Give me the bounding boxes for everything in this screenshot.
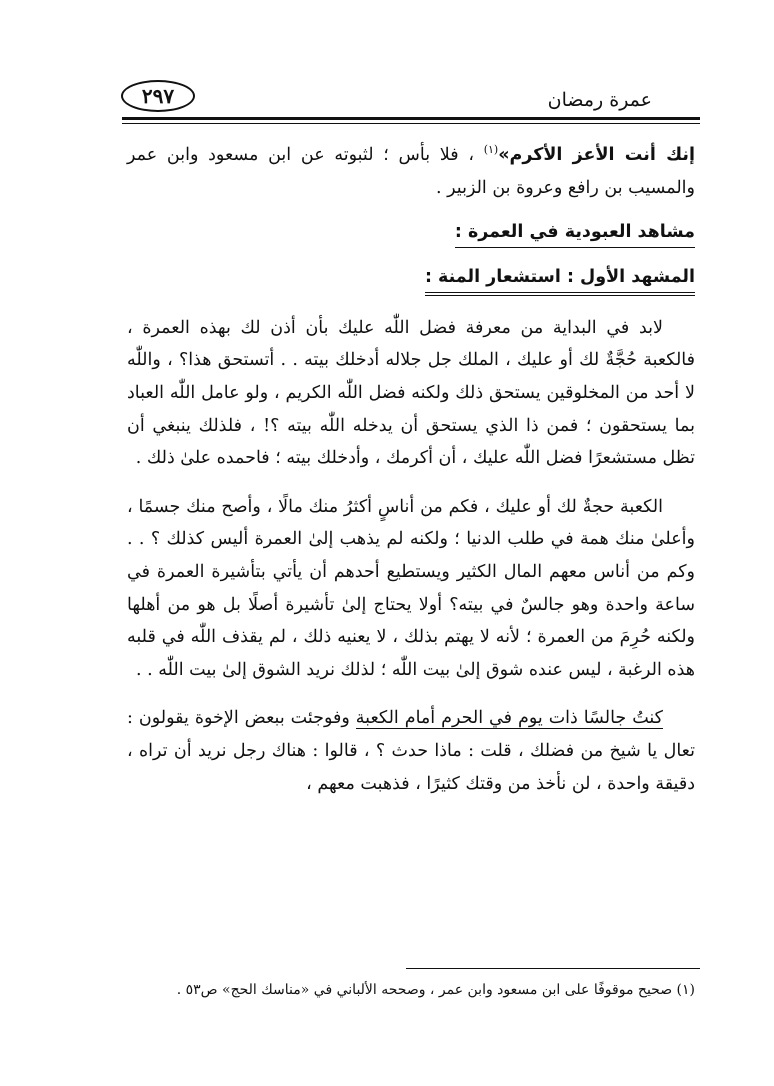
paragraph-2: الكعبة حجةٌ لك أو عليك ، فكم من أناسٍ أكثرُ منك مالًا ، وأصح منك جسمًا ، وأعلىٰ منك همة في طلب الدنيا ؛ ولكنه لم يذهب إلىٰ العمرة أليس كذلك ؟ . . وكم من أناس معهم المال الكثير ويستطيع أحدهم أن يأتي بتأشيرة العمرة في ساعة واحدة وهو جالسٌ في بيته؟ أولا يحتاج إلىٰ تأشيرة أصلًا بل هو من أهلها ولكنه حُرِمَ من العمرة ؛ لأنه لا يهتم بذلك ، لا يعنيه ذلك ، لم يقذف اللّٰه في قلبه هذه الرغبة ، ليس عنده شوق إلىٰ بيت اللّٰه ؛ لذلك نريد الشوق إلىٰ بيت اللّٰه . .: [127, 496, 695, 680]
spacer: [127, 249, 695, 261]
intro-text: ، فلا بأس ؛ لثبوته عن ابن مسعود وابن عمر والمسيب بن رافع وعروة بن الزبير .: [127, 145, 695, 198]
header-rule-thick: [122, 117, 700, 120]
spacer: [127, 296, 695, 312]
footnote: (١) صحيح موقوفًا على ابن مسعود وابن عمر ، وصححه الألباني في «مناسك الحج» ص٥٣ .: [176, 982, 695, 998]
body-text: [127, 139, 695, 800]
paragraph-3-text: وفوجئت ببعض الإخوة يقولون : تعال يا شيخ من فضلك ، قلت : ماذا حدث ؟ ، قالوا : هناك رجل نريد أن تراه ، دقيقة واحدة ، لن نأخذ من وقتك كثيرًا ، فذهبت معهم ،: [127, 708, 695, 794]
page-number-badge: [121, 80, 195, 112]
header-rule-thin: [122, 123, 700, 124]
footnote-divider: [406, 968, 700, 969]
subsection-heading: المشهد الأول : استشعار المنة :: [425, 262, 695, 296]
page-number: ٢٩٧: [141, 84, 175, 108]
running-header-title: عمرة رمضان: [547, 89, 652, 111]
paragraph-1: لابد في البداية من معرفة فضل اللّٰه عليك بأن أذن لك بهذه العمرة ، فالكعبة حُجَّةٌ لك أو عليك ، الملك جل جلاله أدخلك بيته . . أتستحق هذا؟ ، واللّٰه لا أحد من المخلوقين يستحق ذلك ولكنه فضل اللّٰه الكريم ، ولو عامل اللّٰه العباد بما يستحقون ؛ فمن ذا الذي يستحق أن يدخله اللّٰه بيته ؟! ، فلذلك ينبغي أن تظل مستشعرًا فضل اللّٰه عليك ، أن أكرمك ، وأدخلك بيته ؛ فاحمده علىٰ ذلك .: [127, 317, 695, 469]
spacer: [127, 475, 695, 491]
paragraph-3: [127, 702, 695, 800]
intro-paragraph: [127, 139, 695, 204]
intro-bold-quote: إنك أنت الأعز الأكرم»: [498, 145, 695, 165]
paragraph-3-underlined: كنتُ جالسًا ذات يوم في الحرم أمام الكعبة: [355, 708, 663, 729]
section-heading: مشاهد العبودية في العمرة :: [455, 217, 695, 248]
spacer: [127, 686, 695, 702]
spacer: [127, 204, 695, 216]
footnote-reference[interactable]: (١): [483, 143, 499, 157]
